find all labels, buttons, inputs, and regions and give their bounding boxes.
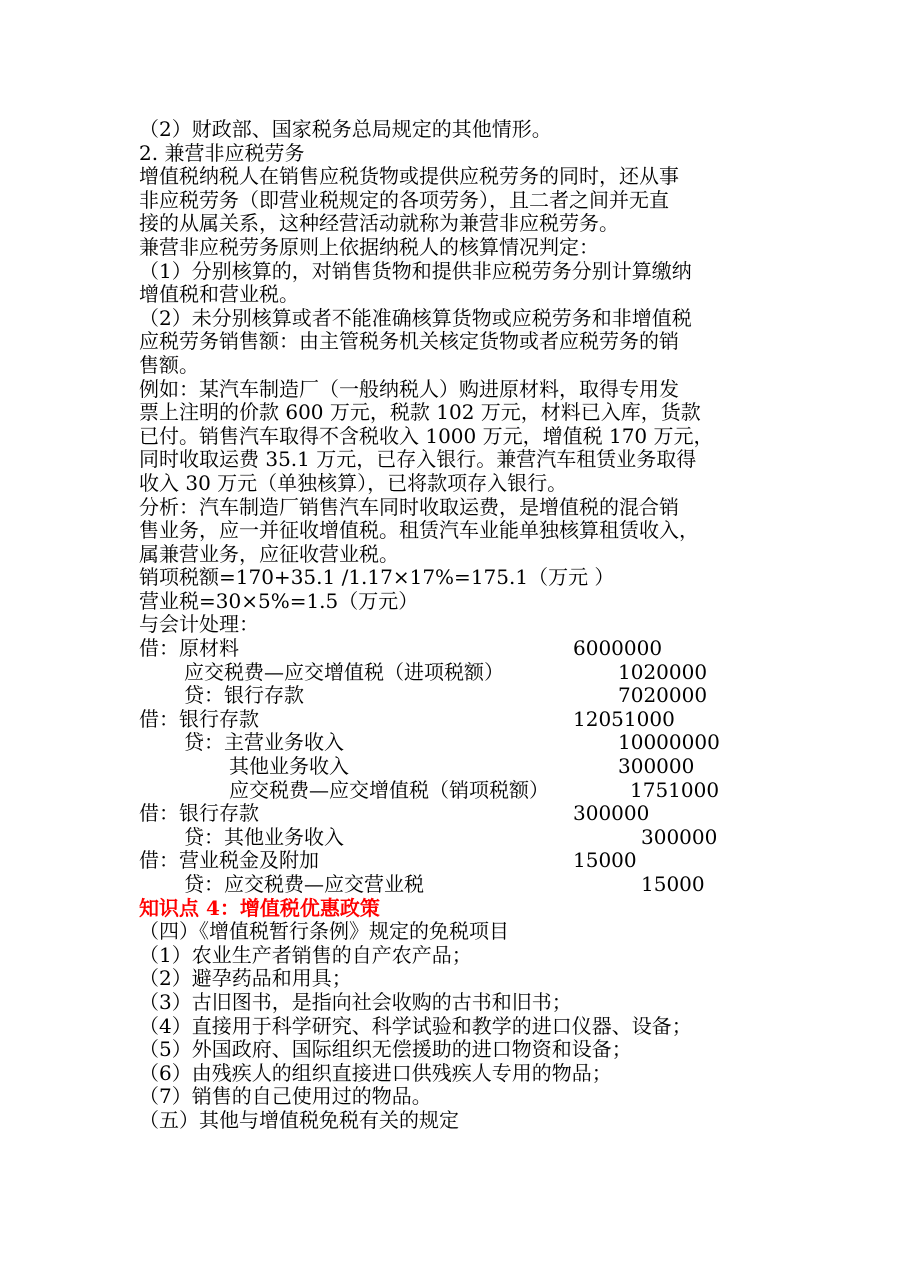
journal-entry-row bbox=[139, 802, 779, 826]
exemption-items bbox=[139, 920, 779, 1132]
entry-amount: 1020000 bbox=[618, 659, 708, 684]
paragraph-line: 已付。销售汽车取得不含税收入 1000 万元，增值税 170 万元， bbox=[139, 423, 714, 448]
paragraph-line: 同时收取运费 35.1 万元，已存入银行。兼营汽车租赁业务取得 bbox=[139, 447, 697, 472]
journal-entry-row bbox=[139, 708, 779, 732]
entry-account: 其他业务收入 bbox=[229, 754, 349, 779]
paragraph-line: （2）未分别核算或者不能准确核算货物或应税劳务和非增值税 bbox=[139, 305, 692, 330]
exemption-item: （5）外国政府、国际组织无偿援助的进口物资和设备； bbox=[139, 1037, 632, 1062]
entry-amount: 7020000 bbox=[618, 683, 708, 708]
paragraph-line: 增值税和营业税。 bbox=[139, 282, 299, 307]
entry-account: 借：银行存款 bbox=[139, 801, 259, 826]
journal-entry-row bbox=[139, 873, 779, 897]
document-page bbox=[139, 118, 779, 1133]
entry-account: 应交税费—应交增值税（销项税额） bbox=[229, 777, 549, 802]
journal-entry-row bbox=[139, 779, 779, 803]
entry-amount: 15000 bbox=[573, 848, 637, 873]
journal-entry-row bbox=[139, 684, 779, 708]
exemption-item: （四）《增值税暂行条例》规定的免税项目 bbox=[139, 919, 509, 944]
paragraph-line: （1）分别核算的，对销售货物和提供非应税劳务分别计算缴纳 bbox=[139, 258, 692, 283]
paragraph-line: 应税劳务销售额：由主管税务机关核定货物或者应税劳务的销 bbox=[139, 329, 679, 354]
entry-amount: 12051000 bbox=[573, 706, 675, 731]
paragraph-line: 2. 兼营非应税劳务 bbox=[139, 140, 305, 165]
paragraph-line: 增值税纳税人在销售应税货物或提供应税劳务的同时，还从事 bbox=[139, 164, 679, 189]
paragraph-line: 销项税额=170+35.1 /1.17×17%=175.1（万元 ） bbox=[139, 565, 615, 590]
paragraph-line: （2）财政部、国家税务总局规定的其他情形。 bbox=[139, 117, 552, 141]
exemption-item: （2）避孕药品和用具； bbox=[139, 966, 352, 991]
entry-amount: 10000000 bbox=[618, 730, 720, 755]
journal-entries bbox=[139, 637, 779, 897]
paragraph-line: 分析：汽车制造厂销售汽车同时收取运费，是增值税的混合销 bbox=[139, 494, 679, 519]
paragraph-line: 收入 30 万元（单独核算），已将款项存入银行。 bbox=[139, 470, 568, 495]
paragraph-line: 票上注明的价款 600 万元，税款 102 万元，材料已入库，货款 bbox=[139, 400, 701, 425]
exemption-item: （6）由残疾人的组织直接进口供残疾人专用的物品； bbox=[139, 1060, 612, 1085]
entry-account: 借：原材料 bbox=[139, 636, 239, 661]
paragraph-line: 兼营非应税劳务原则上依据纳税人的核算情况判定： bbox=[139, 234, 599, 259]
paragraph-line: 营业税=30×5%=1.5（万元） bbox=[139, 588, 419, 613]
journal-entry-row bbox=[139, 731, 779, 755]
journal-entry-row bbox=[139, 849, 779, 873]
entry-amount: 300000 bbox=[641, 824, 718, 849]
paragraph-line: 非应税劳务（即营业税规定的各项劳务），且二者之间并无直 bbox=[139, 187, 669, 212]
exemption-item: （3）古旧图书，是指向社会收购的古书和旧书； bbox=[139, 989, 572, 1014]
exemption-item: （1）农业生产者销售的自产农产品； bbox=[139, 942, 472, 967]
journal-entry-row bbox=[139, 637, 779, 661]
body-paragraphs bbox=[139, 118, 779, 637]
section-heading: 知识点 4：增值税优惠政策 bbox=[139, 895, 380, 920]
entry-amount: 15000 bbox=[641, 872, 705, 896]
entry-account: 贷：银行存款 bbox=[184, 683, 304, 708]
entry-amount: 300000 bbox=[618, 754, 695, 779]
entry-account: 贷：其他业务收入 bbox=[184, 824, 344, 849]
exemption-item: （五）其他与增值税免税有关的规定 bbox=[139, 1107, 459, 1132]
entry-amount: 6000000 bbox=[573, 636, 663, 661]
journal-entry-row bbox=[139, 826, 779, 850]
entry-account: 应交税费—应交增值税（进项税额） bbox=[184, 659, 504, 684]
entry-account: 借：银行存款 bbox=[139, 706, 259, 731]
paragraph-line: 接的从属关系，这种经营活动就称为兼营非应税劳务。 bbox=[139, 211, 619, 236]
entry-account: 贷：应交税费—应交营业税 bbox=[184, 872, 424, 896]
exemption-item: （4）直接用于科学研究、科学试验和教学的进口仪器、设备； bbox=[139, 1013, 692, 1038]
entry-amount: 300000 bbox=[573, 801, 650, 826]
journal-entry-row bbox=[139, 755, 779, 779]
paragraph-line: 与会计处理： bbox=[139, 612, 259, 637]
entry-account: 贷：主营业务收入 bbox=[184, 730, 344, 755]
exemption-item: （7）销售的自己使用过的物品。 bbox=[139, 1084, 432, 1109]
paragraph-line: 售业务，应一并征收增值税。租赁汽车业能单独核算租赁收入， bbox=[139, 518, 699, 543]
entry-account: 借：营业税金及附加 bbox=[139, 848, 319, 873]
paragraph-line: 售额。 bbox=[139, 352, 199, 377]
entry-amount: 1751000 bbox=[630, 777, 720, 802]
paragraph-line: 例如：某汽车制造厂（一般纳税人）购进原材料，取得专用发 bbox=[139, 376, 679, 401]
journal-entry-row bbox=[139, 661, 779, 685]
paragraph-line: 属兼营业务，应征收营业税。 bbox=[139, 541, 399, 566]
